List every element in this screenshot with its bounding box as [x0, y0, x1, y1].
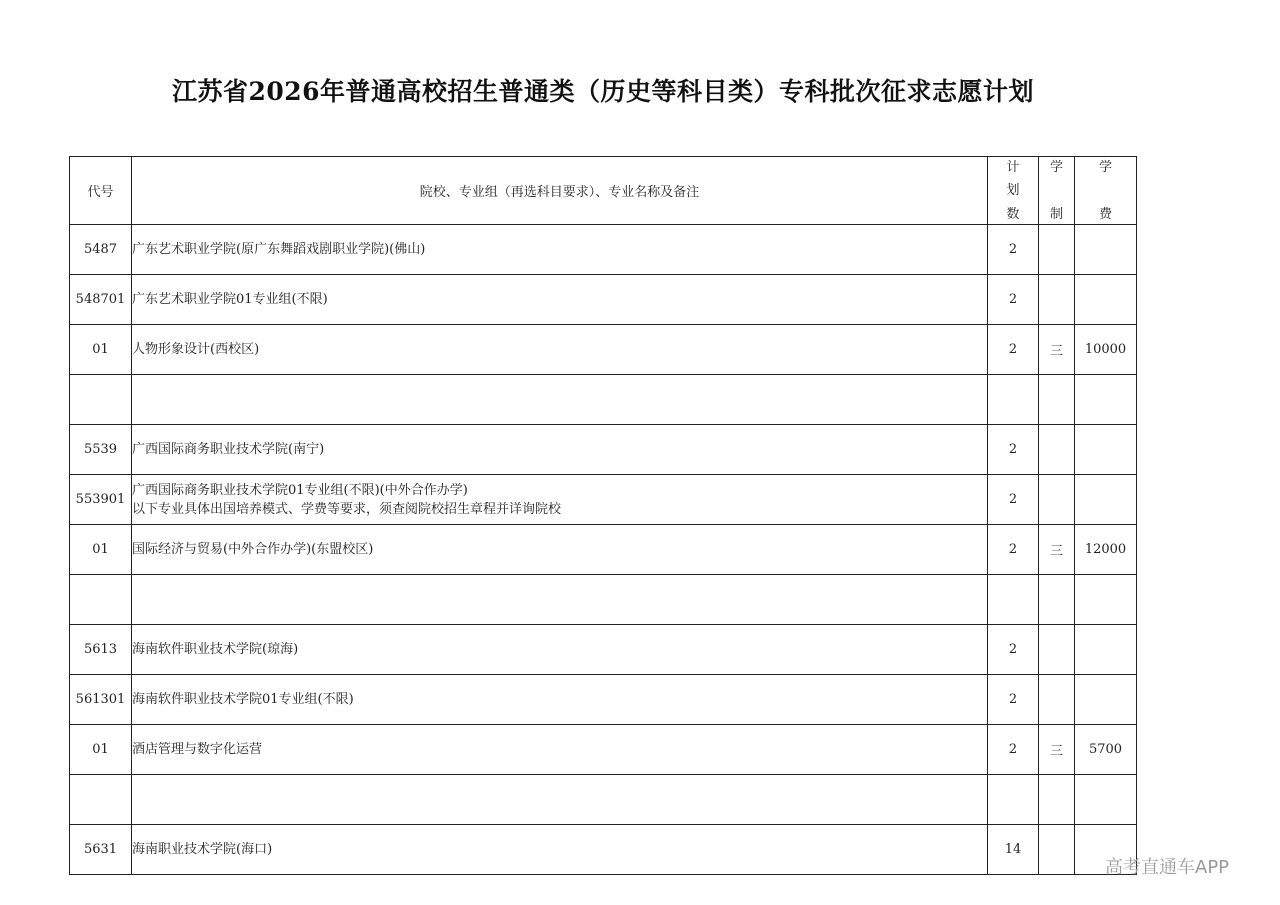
cell-fee: [1075, 625, 1137, 675]
cell-name-line: 海南软件职业技术学院(琼海): [132, 642, 299, 657]
table-row: [70, 825, 1137, 875]
cell-name-line: 广西国际商务职业技术学院(南宁): [132, 442, 325, 457]
cell-plan: 2: [988, 425, 1039, 475]
cell-code: 01: [70, 525, 132, 575]
cell-name-line: 人物形象设计(西校区): [132, 342, 260, 357]
cell-fee: 10000: [1075, 325, 1137, 375]
cell-name-line: 广西国际商务职业技术学院01专业组(不限)(中外合作办学): [132, 482, 468, 498]
header-name: 院校、专业组（再选科目要求）、专业名称及备注: [132, 157, 988, 225]
header-years: [1039, 157, 1075, 225]
cell-years: [1039, 825, 1075, 875]
cell-plan: [988, 575, 1039, 625]
table-row: [70, 475, 1137, 525]
cell-code: 5487: [70, 225, 132, 275]
cell-years: [1039, 775, 1075, 825]
cell-fee: [1075, 775, 1137, 825]
table-row: [70, 275, 1137, 325]
header-fee-char: 费: [1098, 206, 1112, 222]
cell-name: [132, 775, 988, 825]
cell-code: [70, 375, 132, 425]
header-fee: [1075, 157, 1137, 225]
header-plan-char: 计: [1006, 159, 1020, 175]
table-row: [70, 525, 1137, 575]
cell-code: 553901: [70, 475, 132, 525]
cell-years: 三: [1039, 525, 1075, 575]
cell-code: 5613: [70, 625, 132, 675]
cell-years: [1039, 425, 1075, 475]
table-row: [70, 625, 1137, 675]
cell-plan: 2: [988, 475, 1039, 525]
cell-fee: 12000: [1075, 525, 1137, 575]
cell-name: [132, 825, 988, 875]
cell-fee: [1075, 275, 1137, 325]
table-body: [70, 225, 1137, 875]
cell-fee: [1075, 575, 1137, 625]
cell-code: 561301: [70, 675, 132, 725]
cell-years: [1039, 625, 1075, 675]
cell-code: 01: [70, 725, 132, 775]
cell-code: 01: [70, 325, 132, 375]
cell-years: [1039, 675, 1075, 725]
cell-plan: 2: [988, 275, 1039, 325]
cell-plan: 2: [988, 625, 1039, 675]
table-row: [70, 425, 1137, 475]
cell-code: 5539: [70, 425, 132, 475]
cell-name: [132, 575, 988, 625]
enrollment-plan-table: [69, 156, 1137, 875]
table-row: [70, 725, 1137, 775]
cell-name: [132, 425, 988, 475]
table-row: [70, 375, 1137, 425]
cell-name-line: 广东艺术职业学院(原广东舞蹈戏剧职业学院)(佛山): [132, 242, 426, 257]
cell-name-line: 广东艺术职业学院01专业组(不限): [132, 292, 328, 307]
cell-fee: 5700: [1075, 725, 1137, 775]
cell-name: [132, 525, 988, 575]
table-row: [70, 775, 1137, 825]
cell-plan: [988, 775, 1039, 825]
cell-years: 三: [1039, 325, 1075, 375]
cell-name-line: 海南职业技术学院(海口): [132, 842, 273, 857]
cell-name: [132, 225, 988, 275]
cell-code: 5631: [70, 825, 132, 875]
cell-years: [1039, 375, 1075, 425]
cell-years: [1039, 275, 1075, 325]
cell-plan: 2: [988, 675, 1039, 725]
cell-fee: [1075, 225, 1137, 275]
table-row: [70, 675, 1137, 725]
cell-fee: [1075, 475, 1137, 525]
table-row: [70, 225, 1137, 275]
cell-code: [70, 775, 132, 825]
table-row: [70, 325, 1137, 375]
cell-name-line: 国际经济与贸易(中外合作办学)(东盟校区): [132, 542, 374, 557]
cell-name: [132, 475, 988, 525]
cell-name: [132, 725, 988, 775]
cell-code: 548701: [70, 275, 132, 325]
header-plan-char: 划: [1006, 183, 1020, 198]
table-header-row: [70, 157, 1137, 225]
header-years-char: 学: [1049, 159, 1063, 175]
table-row: [70, 575, 1137, 625]
cell-plan: 2: [988, 525, 1039, 575]
cell-plan: [988, 375, 1039, 425]
cell-code: [70, 575, 132, 625]
cell-name: [132, 625, 988, 675]
cell-name: [132, 375, 988, 425]
cell-name-line: 海南软件职业技术学院01专业组(不限): [132, 692, 354, 707]
cell-years: [1039, 225, 1075, 275]
cell-plan: 14: [988, 825, 1039, 875]
header-plan: [988, 157, 1039, 225]
cell-name: [132, 675, 988, 725]
watermark: 高考直通车APP: [1105, 857, 1230, 878]
cell-name: [132, 275, 988, 325]
cell-name-line: 以下专业具体出国培养模式、学费等要求，须查阅院校招生章程并详询院校: [132, 501, 562, 517]
cell-fee: [1075, 375, 1137, 425]
cell-name-line: 酒店管理与数字化运营: [132, 742, 263, 757]
cell-fee: [1075, 425, 1137, 475]
cell-years: [1039, 475, 1075, 525]
cell-fee: [1075, 675, 1137, 725]
cell-years: 三: [1039, 725, 1075, 775]
cell-plan: 2: [988, 725, 1039, 775]
header-plan-char: 数: [1006, 206, 1020, 222]
cell-plan: 2: [988, 325, 1039, 375]
cell-name: [132, 325, 988, 375]
header-code: 代号: [70, 157, 132, 225]
cell-plan: 2: [988, 225, 1039, 275]
header-years-char: 制: [1049, 206, 1063, 222]
cell-years: [1039, 575, 1075, 625]
header-fee-char: 学: [1098, 159, 1112, 175]
page-title: 江苏省2026年普通高校招生普通类（历史等科目类）专科批次征求志愿计划: [171, 77, 1035, 106]
